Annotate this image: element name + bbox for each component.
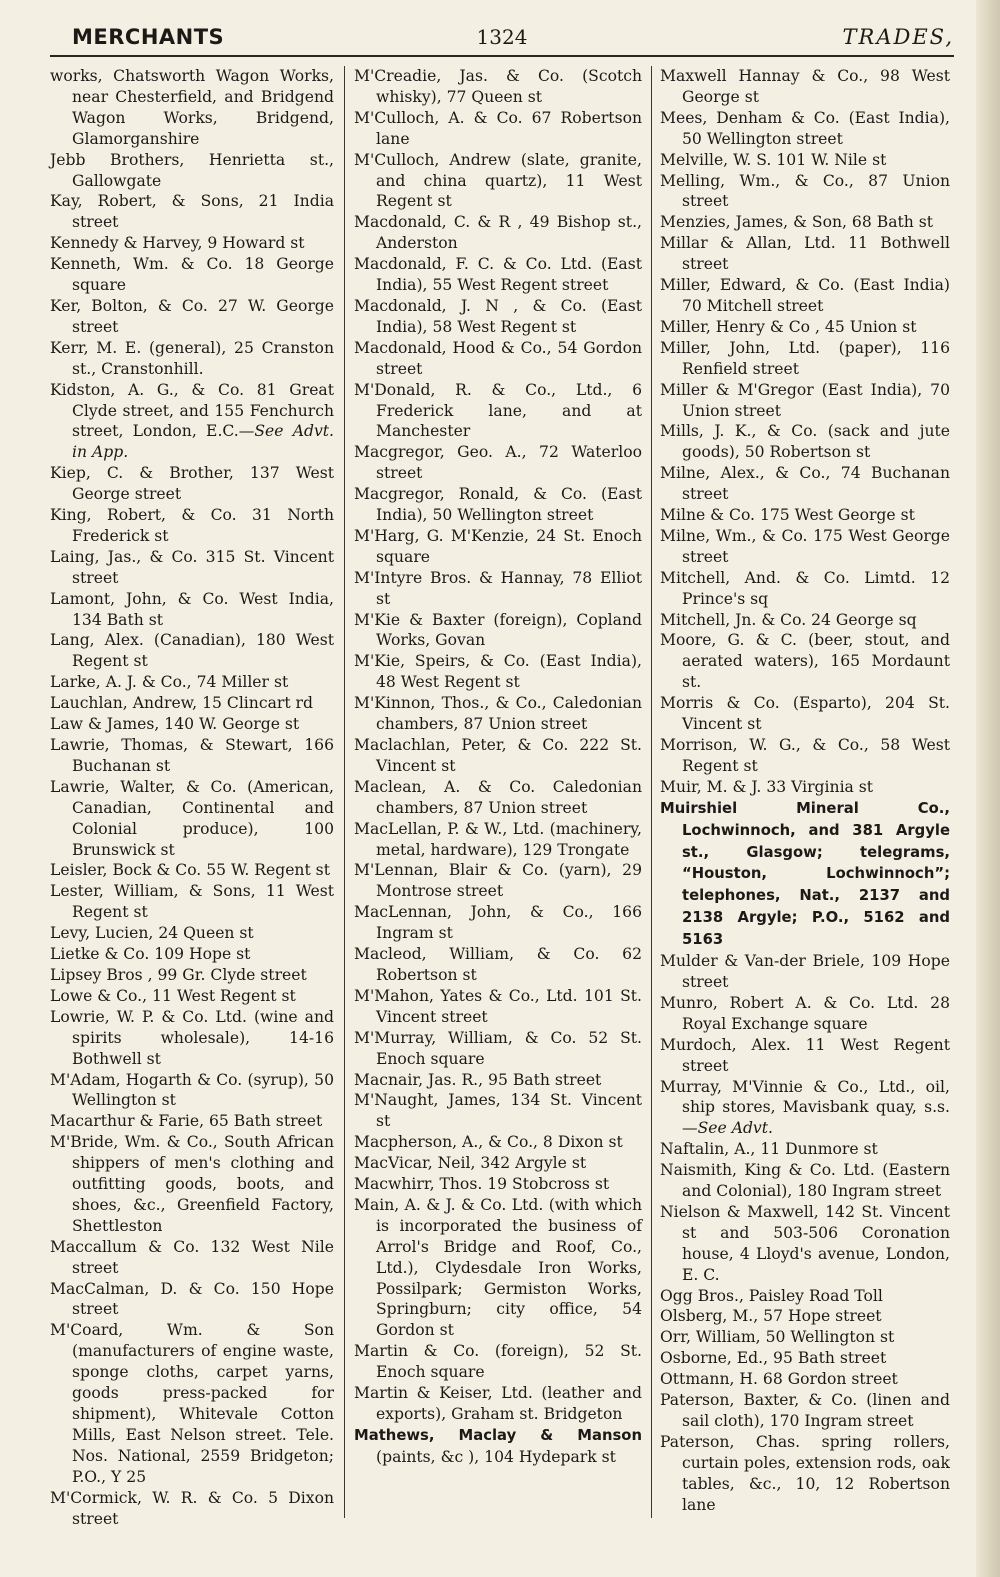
directory-entry bbox=[50, 463, 334, 505]
column-3 bbox=[660, 66, 950, 1516]
directory-entry bbox=[354, 651, 642, 693]
directory-entry bbox=[50, 1237, 334, 1279]
directory-entry bbox=[354, 108, 642, 150]
entry-text: Macdonald, J. N , & Co. (East India), 58 West Regent st bbox=[354, 296, 642, 336]
entry-text: MacLennan, John, & Co., 166 Ingram st bbox=[354, 903, 642, 943]
directory-entry bbox=[660, 1390, 950, 1432]
entry-text: M'Coard, Wm. & Son (manufacturers of engine waste, sponge cloths, carpet yarns, goods press-packed for shipment), Whitevale Cotton Mills, East Nelson street. Tele. Nos. National, 2559 Bridgeton; P.O., Y 25 bbox=[50, 1321, 334, 1486]
entry-text: M'Cormick, W. R. & Co. 5 Dixon street bbox=[50, 1488, 334, 1528]
directory-entry bbox=[50, 1007, 334, 1070]
entry-text: Lietke & Co. 109 Hope st bbox=[50, 945, 251, 964]
entry-text: Macdonald, Hood & Co., 54 Gordon street bbox=[354, 338, 642, 378]
directory-entry bbox=[660, 317, 950, 338]
entry-bold-name: Mathews, Maclay & Manson bbox=[354, 1426, 642, 1444]
directory-entry bbox=[50, 150, 334, 192]
directory-entry bbox=[50, 714, 334, 735]
directory-entry bbox=[660, 1327, 950, 1348]
entry-text: Munro, Robert A. & Co. Ltd. 28 Royal Exchange square bbox=[660, 993, 950, 1033]
directory-entry bbox=[660, 171, 950, 213]
directory-entry bbox=[50, 505, 334, 547]
entry-text: Ottmann, H. 68 Gordon street bbox=[660, 1370, 898, 1389]
directory-entry bbox=[50, 1070, 334, 1112]
directory-entry bbox=[354, 484, 642, 526]
directory-entry bbox=[660, 693, 950, 735]
directory-entry bbox=[354, 819, 642, 861]
directory-entry bbox=[660, 108, 950, 150]
entry-text: Levy, Lucien, 24 Queen st bbox=[50, 924, 254, 943]
directory-entry bbox=[660, 463, 950, 505]
directory-entry bbox=[354, 860, 642, 902]
page-number: 1324 bbox=[476, 25, 528, 49]
directory-entry bbox=[50, 254, 334, 296]
directory-entry bbox=[660, 1202, 950, 1286]
entry-text: M'Intyre Bros. & Hannay, 78 Elliot st bbox=[354, 568, 642, 608]
entry-text: Melville, W. S. 101 W. Nile st bbox=[660, 150, 887, 169]
entry-text: Lowe & Co., 11 West Regent st bbox=[50, 986, 296, 1005]
directory-entry bbox=[354, 1383, 642, 1425]
entry-text: Moore, G. & C. (beer, stout, and aerated waters), 165 Mordaunt st. bbox=[660, 631, 950, 692]
column-1 bbox=[50, 66, 334, 1529]
directory-entry bbox=[354, 150, 642, 213]
directory-entry bbox=[50, 1320, 334, 1487]
entry-text: Miller, Henry & Co , 45 Union st bbox=[660, 317, 917, 336]
entry-text: Millar & Allan, Ltd. 11 Bothwell street bbox=[660, 234, 950, 274]
header-rule bbox=[50, 55, 954, 57]
entry-text: Lang, Alex. (Canadian), 180 West Regent st bbox=[50, 631, 334, 671]
entry-text: Kay, Robert, & Sons, 21 India street bbox=[50, 192, 334, 232]
entry-text: Kennedy & Harvey, 9 Howard st bbox=[50, 234, 305, 253]
entry-text: MacCalman, D. & Co. 150 Hope street bbox=[50, 1279, 334, 1319]
directory-entry bbox=[660, 993, 950, 1035]
directory-entry bbox=[354, 1174, 642, 1195]
running-header bbox=[50, 22, 954, 56]
directory-entry bbox=[660, 66, 950, 108]
entry-text: Macdonald, F. C. & Co. Ltd. (East India), 55 West Regent street bbox=[354, 255, 642, 295]
directory-entry bbox=[660, 1432, 950, 1516]
column-divider bbox=[651, 66, 652, 1518]
directory-entry bbox=[50, 777, 334, 861]
directory-entry bbox=[354, 944, 642, 986]
entry-text: M'Lennan, Blair & Co. (yarn), 29 Montrose street bbox=[354, 861, 642, 901]
entry-text: M'Culloch, A. & Co. 67 Robertson lane bbox=[354, 108, 642, 148]
directory-entry bbox=[354, 777, 642, 819]
directory-entry bbox=[354, 1195, 642, 1341]
entry-text: M'Mahon, Yates & Co., Ltd. 101 St. Vincent street bbox=[354, 986, 642, 1026]
entry-text: Orr, William, 50 Wellington st bbox=[660, 1328, 895, 1347]
directory-entry bbox=[354, 1153, 642, 1174]
entry-text: M'Adam, Hogarth & Co. (syrup), 50 Wellington st bbox=[50, 1070, 334, 1110]
directory-entry bbox=[660, 150, 950, 171]
entry-text: Law & James, 140 W. George st bbox=[50, 715, 300, 734]
directory-entry bbox=[50, 630, 334, 672]
directory-entry bbox=[660, 630, 950, 693]
directory-entry bbox=[50, 881, 334, 923]
entry-text: Naismith, King & Co. Ltd. (Eastern and Colonial), 180 Ingram street bbox=[660, 1161, 950, 1201]
directory-entry bbox=[660, 777, 950, 798]
entry-text: Lester, William, & Sons, 11 West Regent st bbox=[50, 882, 334, 922]
directory-entry bbox=[50, 338, 334, 380]
directory-entry bbox=[354, 610, 642, 652]
header-section-title: MERCHANTS bbox=[72, 25, 225, 49]
entry-text: Morris & Co. (Esparto), 204 St. Vincent st bbox=[660, 694, 950, 734]
directory-entry bbox=[660, 380, 950, 422]
entry-text: M'Kie & Baxter (foreign), Copland Works, Govan bbox=[354, 610, 642, 650]
directory-entry bbox=[354, 986, 642, 1028]
directory-entry bbox=[354, 338, 642, 380]
directory-entry bbox=[660, 610, 950, 631]
directory-entry bbox=[354, 212, 642, 254]
directory-entry bbox=[354, 442, 642, 484]
directory-entry bbox=[354, 380, 642, 443]
entry-text: Muir, M. & J. 33 Virginia st bbox=[660, 777, 874, 796]
directory-entry bbox=[660, 1286, 950, 1307]
directory-entry bbox=[50, 1279, 334, 1321]
directory-entry bbox=[50, 735, 334, 777]
entry-text: M'Kinnon, Thos., & Co., Caledonian chambers, 87 Union street bbox=[354, 694, 642, 734]
entry-text: Osborne, Ed., 95 Bath street bbox=[660, 1349, 887, 1368]
entry-text: Macnair, Jas. R., 95 Bath street bbox=[354, 1070, 602, 1089]
entry-text: Macwhirr, Thos. 19 Stobcross st bbox=[354, 1175, 610, 1194]
directory-entry bbox=[354, 1425, 642, 1468]
entry-text: Kidston, A. G., & Co. 81 Great Clyde street, and 155 Fenchurch street, London, E.C. bbox=[50, 380, 334, 441]
entry-text: Lawrie, Thomas, & Stewart, 166 Buchanan st bbox=[50, 736, 334, 775]
entry-text: Martin & Keiser, Ltd. (leather and exports), Graham st. Bridgeton bbox=[354, 1384, 642, 1423]
directory-entry bbox=[660, 735, 950, 777]
entry-text: Maxwell Hannay & Co., 98 West George st bbox=[660, 67, 950, 106]
directory-entry bbox=[354, 693, 642, 735]
directory-entry bbox=[354, 1341, 642, 1383]
entry-text: Macleod, William, & Co. 62 Robertson st bbox=[354, 945, 642, 984]
entry-text: Milne, Alex., & Co., 74 Buchanan street bbox=[660, 464, 950, 504]
entry-text: M'Naught, James, 134 St. Vincent st bbox=[354, 1091, 642, 1131]
directory-entry bbox=[50, 860, 334, 881]
entry-text: Maclean, A. & Co. Caledonian chambers, 87 Union street bbox=[354, 777, 642, 817]
directory-entry bbox=[660, 275, 950, 317]
entry-text: Paterson, Chas. spring rollers, curtain poles, extension rods, oak tables, &c., 10, 12 Robertson lane bbox=[660, 1432, 950, 1514]
entry-advert-note: —See Advt. bbox=[682, 1119, 773, 1138]
column-divider bbox=[344, 66, 345, 1518]
directory-entry bbox=[354, 568, 642, 610]
directory-entry bbox=[354, 1070, 642, 1091]
directory-entry bbox=[660, 1306, 950, 1327]
directory-entry bbox=[660, 1348, 950, 1369]
directory-entry bbox=[50, 66, 334, 150]
entry-text: Menzies, James, & Son, 68 Bath st bbox=[660, 213, 934, 232]
directory-entry bbox=[660, 1077, 950, 1140]
directory-entry bbox=[354, 1132, 642, 1153]
directory-entry bbox=[660, 233, 950, 275]
entry-advert-note: —See Advt. in App. bbox=[72, 422, 334, 462]
column-2 bbox=[354, 66, 642, 1468]
directory-entry bbox=[50, 233, 334, 254]
directory-entry bbox=[50, 965, 334, 986]
directory-entry bbox=[660, 798, 950, 951]
entry-text: Morrison, W. G., & Co., 58 West Regent st bbox=[660, 736, 950, 775]
entry-text: Maclachlan, Peter, & Co. 222 St. Vincent st bbox=[354, 736, 642, 775]
entry-text: Lipsey Bros , 99 Gr. Clyde street bbox=[50, 965, 307, 984]
directory-entry bbox=[354, 902, 642, 944]
directory-entry bbox=[50, 380, 334, 464]
directory-entry bbox=[660, 338, 950, 380]
entry-text: Kenneth, Wm. & Co. 18 George square bbox=[50, 255, 334, 295]
header-trades-title: TRADES, bbox=[842, 25, 954, 49]
entry-text: Maccallum & Co. 132 West Nile street bbox=[50, 1237, 334, 1277]
entry-text: Murdoch, Alex. 11 West Regent street bbox=[660, 1035, 950, 1075]
directory-entry bbox=[50, 191, 334, 233]
entry-text: Lowrie, W. P. & Co. Ltd. (wine and spirits wholesale), 14-16 Bothwell st bbox=[50, 1007, 334, 1068]
entry-text: Paterson, Baxter, & Co. (linen and sail cloth), 170 Ingram street bbox=[660, 1391, 950, 1430]
entry-text: Macdonald, C. & R , 49 Bishop st., Anderston bbox=[354, 213, 642, 253]
entry-text: Ker, Bolton, & Co. 27 W. George street bbox=[50, 296, 334, 336]
directory-entry bbox=[660, 1139, 950, 1160]
entry-text: Olsberg, M., 57 Hope street bbox=[660, 1307, 882, 1326]
directory-entry bbox=[660, 421, 950, 463]
entry-text: M'Bride, Wm. & Co., South African shippers of men's clothing and outfitting goods, boots, and shoes, &c., Greenfield Factory, Shettleston bbox=[50, 1133, 334, 1235]
directory-entry bbox=[50, 589, 334, 631]
entry-bold-name: Muirshiel Mineral Co., Lochwinnoch, and 381 Argyle st., Glasgow; telegrams, “Houston, Lochwinnoch”; telephones, Nat., 2137 and 2138 Argyle; P.O., 5162 and 5163 bbox=[660, 799, 950, 949]
directory-entry bbox=[50, 693, 334, 714]
directory-entry bbox=[660, 1035, 950, 1077]
entry-text: Main, A. & J. & Co. Ltd. (with which is incorporated the business of Arrol's Bridge and Roof, Co., Ltd.), Clydesdale Iron Works, Possilpark; Germiston Works, Springburn; city office, 54 Gordon st bbox=[354, 1195, 642, 1340]
entry-text: M'Murray, William, & Co. 52 St. Enoch square bbox=[354, 1028, 642, 1068]
directory-entry bbox=[50, 547, 334, 589]
entry-text: Ogg Bros., Paisley Road Toll bbox=[660, 1286, 883, 1305]
entry-text: Miller & M'Gregor (East India), 70 Union street bbox=[660, 380, 950, 420]
directory-entry bbox=[354, 735, 642, 777]
directory-entry bbox=[354, 66, 642, 108]
entry-text: Laing, Jas., & Co. 315 St. Vincent street bbox=[50, 547, 334, 587]
entry-text: Mulder & Van-der Briele, 109 Hope street bbox=[660, 952, 950, 991]
entry-text: MacLellan, P. & W., Ltd. (machinery, metal, hardware), 129 Trongate bbox=[354, 819, 642, 859]
directory-entry bbox=[50, 1132, 334, 1237]
directory-entry bbox=[354, 254, 642, 296]
entry-text: Lawrie, Walter, & Co. (American, Canadian, Continental and Colonial produce), 100 Brunswick st bbox=[50, 777, 334, 859]
entry-text: Miller, Edward, & Co. (East India) 70 Mitchell street bbox=[660, 276, 950, 315]
entry-text: Milne & Co. 175 West George st bbox=[660, 506, 915, 525]
entry-text: Mills, J. K., & Co. (sack and jute goods), 50 Robertson st bbox=[660, 422, 950, 462]
entry-text: Larke, A. J. & Co., 74 Miller st bbox=[50, 673, 289, 692]
entry-text: Mees, Denham & Co. (East India), 50 Wellington street bbox=[660, 108, 950, 148]
directory-entry bbox=[660, 526, 950, 568]
directory-entry bbox=[660, 568, 950, 610]
entry-text: Macgregor, Geo. A., 72 Waterloo street bbox=[354, 443, 642, 483]
entry-text: Macarthur & Farie, 65 Bath street bbox=[50, 1112, 323, 1131]
entry-text: MacVicar, Neil, 342 Argyle st bbox=[354, 1154, 587, 1173]
entry-text: Naftalin, A., 11 Dunmore st bbox=[660, 1140, 878, 1159]
directory-entry bbox=[354, 526, 642, 568]
directory-entry bbox=[354, 1090, 642, 1132]
entry-text: M'Creadie, Jas. & Co. (Scotch whisky), 77 Queen st bbox=[354, 67, 642, 106]
page-edge bbox=[976, 0, 1000, 1577]
directory-entry bbox=[50, 296, 334, 338]
entry-text: Lamont, John, & Co. West India, 134 Bath st bbox=[50, 589, 334, 629]
entry-text: (paints, &c ), 104 Hydepark st bbox=[376, 1447, 616, 1466]
directory-entry bbox=[50, 672, 334, 693]
directory-entry bbox=[660, 1160, 950, 1202]
directory-entry bbox=[660, 212, 950, 233]
entry-text: King, Robert, & Co. 31 North Frederick st bbox=[50, 506, 334, 545]
entry-text: M'Culloch, Andrew (slate, granite, and china quartz), 11 West Regent st bbox=[354, 150, 642, 211]
entry-text: Jebb Brothers, Henrietta st., Gallowgate bbox=[50, 150, 334, 190]
entry-text: Lauchlan, Andrew, 15 Clincart rd bbox=[50, 694, 313, 713]
entry-text: Kerr, M. E. (general), 25 Cranston st., Cranstonhill. bbox=[50, 338, 334, 378]
entry-text: Murray, M'Vinnie & Co., Ltd., oil, ship stores, Mavisbank quay, s.s. bbox=[660, 1077, 950, 1117]
directory-entry bbox=[354, 1028, 642, 1070]
entry-text: M'Harg, G. M'Kenzie, 24 St. Enoch square bbox=[354, 526, 642, 566]
entry-text: Nielson & Maxwell, 142 St. Vincent st and 503-506 Coronation house, 4 Lloyd's avenue, London, E. C. bbox=[660, 1202, 950, 1284]
directory-entry bbox=[660, 505, 950, 526]
entry-text: Kiep, C. & Brother, 137 West George street bbox=[50, 464, 334, 504]
entry-text: Mitchell, Jn. & Co. 24 George sq bbox=[660, 610, 917, 629]
directory-entry bbox=[354, 296, 642, 338]
entry-text: M'Kie, Speirs, & Co. (East India), 48 West Regent st bbox=[354, 652, 642, 692]
directory-entry bbox=[50, 944, 334, 965]
directory-entry bbox=[660, 1369, 950, 1390]
entry-text: Miller, John, Ltd. (paper), 116 Renfield street bbox=[660, 338, 950, 378]
directory-entry bbox=[660, 951, 950, 993]
entry-text: works, Chatsworth Wagon Works, near Chesterfield, and Bridgend Wagon Works, Bridgend, Glamorganshire bbox=[50, 67, 334, 148]
entry-text: Macpherson, A., & Co., 8 Dixon st bbox=[354, 1133, 623, 1152]
directory-entry bbox=[50, 1111, 334, 1132]
directory-entry bbox=[50, 1488, 334, 1530]
entry-text: Leisler, Bock & Co. 55 W. Regent st bbox=[50, 861, 330, 880]
directory-entry bbox=[50, 986, 334, 1007]
entry-text: Milne, Wm., & Co. 175 West George street bbox=[660, 526, 950, 566]
entry-text: Melling, Wm., & Co., 87 Union street bbox=[660, 171, 950, 211]
entry-text: M'Donald, R. & Co., Ltd., 6 Frederick lane, and at Manchester bbox=[354, 380, 642, 441]
directory-entry bbox=[50, 923, 334, 944]
entry-text: Martin & Co. (foreign), 52 St. Enoch square bbox=[354, 1342, 642, 1382]
entry-text: Mitchell, And. & Co. Limtd. 12 Prince's sq bbox=[660, 568, 950, 608]
entry-text: Macgregor, Ronald, & Co. (East India), 50 Wellington street bbox=[354, 485, 642, 525]
